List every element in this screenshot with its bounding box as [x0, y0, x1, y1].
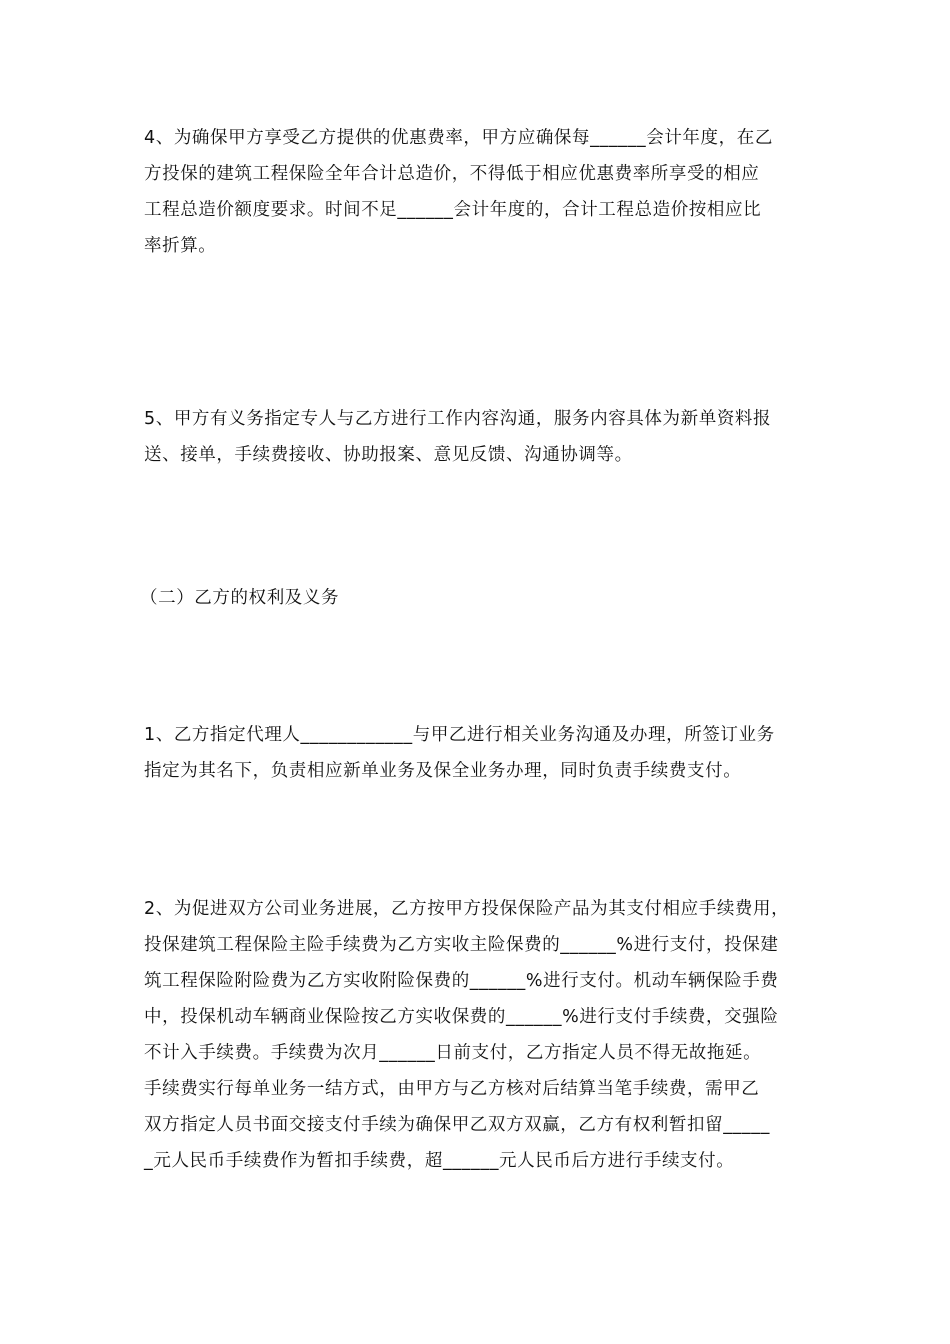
- item-1-line-1: 1、乙方指定代理人____________与甲乙进行相关业务沟通及办理，所签订业务: [144, 725, 775, 745]
- item-2-line-2: 投保建筑工程保险主险手续费为乙方实收主险保费的______%进行支付，投保建: [144, 935, 779, 955]
- item-2-line-6: 手续费实行每单业务一结方式，由甲方与乙方核对后结算当笔手续费，需甲乙: [144, 1079, 760, 1099]
- paragraph-4-line-1: 4、为确保甲方享受乙方提供的优惠费率，甲方应确保每______会计年度，在乙: [144, 128, 773, 148]
- item-2-line-1: 2、为促进双方公司业务进展，乙方按甲方投保保险产品为其支付相应手续费用，: [144, 899, 790, 919]
- paragraph-4-line-3: 工程总造价额度要求。时间不足______会计年度的，合计工程总造价按相应比: [144, 200, 762, 220]
- paragraph-5-line-1: 5、甲方有义务指定专人与乙方进行工作内容沟通，服务内容具体为新单资料报: [144, 409, 772, 429]
- item-2-line-4: 中，投保机动车辆商业保险按乙方实收保费的______%进行支付手续费，交强险: [144, 1007, 779, 1027]
- item-2-line-5: 不计入手续费。手续费为次月______日前支付，乙方指定人员不得无故拖延。: [144, 1043, 762, 1063]
- item-2-line-7: 双方指定人员书面交接支付手续为确保甲乙双方双赢，乙方有权利暂扣留_____: [144, 1115, 770, 1135]
- paragraph-5-line-2: 送、接单，手续费接收、协助报案、意见反馈、沟通协调等。: [144, 445, 633, 465]
- item-2-line-8: _元人民币手续费作为暂扣手续费，超______元人民币后方进行手续支付。: [144, 1151, 735, 1171]
- item-1-line-2: 指定为其名下，负责相应新单业务及保全业务办理，同时负责手续费支付。: [144, 761, 742, 781]
- paragraph-4-line-4: 率折算。: [144, 236, 217, 256]
- item-2-line-3: 筑工程保险附险费为乙方实收附险保费的______%进行支付。机动车辆保险手费: [144, 971, 779, 991]
- paragraph-4-line-2: 方投保的建筑工程保险全年合计总造价，不得低于相应优惠费率所享受的相应: [144, 164, 760, 184]
- section-heading: （二）乙方的权利及义务: [140, 588, 340, 608]
